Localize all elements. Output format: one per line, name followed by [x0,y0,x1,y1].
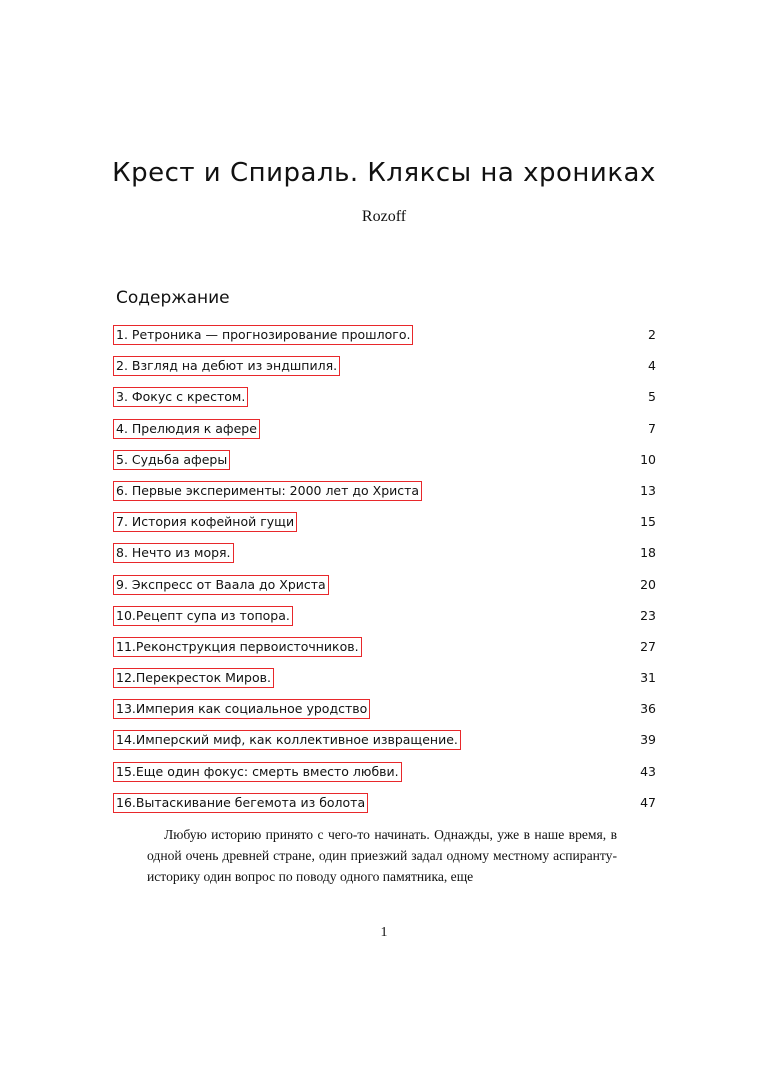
toc-row-1 [113,322,656,353]
toc-page-number: 31 [640,670,656,686]
toc-row-7 [113,509,656,540]
toc-page-number: 2 [648,327,656,342]
toc-heading: Содержание [116,288,230,308]
toc-row-3 [113,384,656,415]
toc-row-11 [113,634,656,665]
toc-page-number: 47 [640,794,656,810]
toc-page-number: 13 [640,482,656,498]
toc-link-4[interactable]: 4. Прелюдия к афере [113,419,260,439]
toc-row-2 [113,353,656,384]
toc-page-number: 43 [640,763,656,779]
toc-link-16[interactable]: 16.Вытаскивание бегемота из болота [113,793,368,813]
toc-link-6[interactable]: 6. Первые эксперименты: 2000 лет до Христа [113,481,422,501]
toc-row-5 [113,447,656,478]
toc-link-11[interactable]: 11.Реконструкция первоисточников. [113,637,362,657]
toc-row-15 [113,759,656,790]
toc-link-1[interactable]: 1. Ретроника — прогнозирование прошлого. [113,325,413,345]
toc-link-10[interactable]: 10.Рецепт супа из топора. [113,606,293,626]
toc-link-13[interactable]: 13.Империя как социальное уродство [113,699,370,719]
toc-link-5[interactable]: 5. Судьба аферы [113,450,230,470]
toc-page-number: 10 [640,451,656,467]
toc-row-4 [113,416,656,447]
toc-page-number: 27 [640,638,656,654]
toc-link-14[interactable]: 14.Имперский миф, как коллективное извращение. [113,730,461,750]
document-title: Крест и Спираль. Кляксы на хрониках [112,158,656,188]
toc-link-3[interactable]: 3. Фокус с крестом. [113,387,248,407]
toc-row-13 [113,696,656,727]
toc-link-15[interactable]: 15.Еще один фокус: смерть вместо любви. [113,762,402,782]
toc-row-10 [113,603,656,634]
toc-page-number: 36 [640,701,656,717]
toc-row-8 [113,540,656,571]
toc-page-number: 7 [648,420,656,436]
toc-row-12 [113,665,656,696]
toc-page-number: 15 [640,514,656,530]
toc-page-number: 39 [640,732,656,748]
toc-link-8[interactable]: 8. Нечто из моря. [113,543,234,563]
toc-row-9 [113,572,656,603]
toc-row-14 [113,727,656,758]
toc-page-number: 5 [648,389,656,405]
page-number: 1 [380,925,388,940]
toc-page-number: 23 [640,607,656,623]
body-paragraph: Любую историю принято с чего-то начинать. Однажды, уже в наше время, в одной очень древней стране, один приезжий задал одному местному аспиранту-историку один вопрос по поводу одного памятника, еще [147,827,617,884]
toc-link-12[interactable]: 12.Перекресток Миров. [113,668,274,688]
table-of-contents [113,322,656,821]
toc-page-number: 18 [640,545,656,561]
toc-page-number: 20 [640,576,656,592]
toc-link-7[interactable]: 7. История кофейной гущи [113,512,297,532]
author-name: Rozoff [361,208,407,225]
toc-row-16 [113,790,656,821]
toc-page-number: 4 [648,358,656,374]
toc-link-9[interactable]: 9. Экспресс от Ваала до Христа [113,575,329,595]
toc-row-6 [113,478,656,509]
toc-link-2[interactable]: 2. Взгляд на дебют из эндшпиля. [113,356,340,376]
